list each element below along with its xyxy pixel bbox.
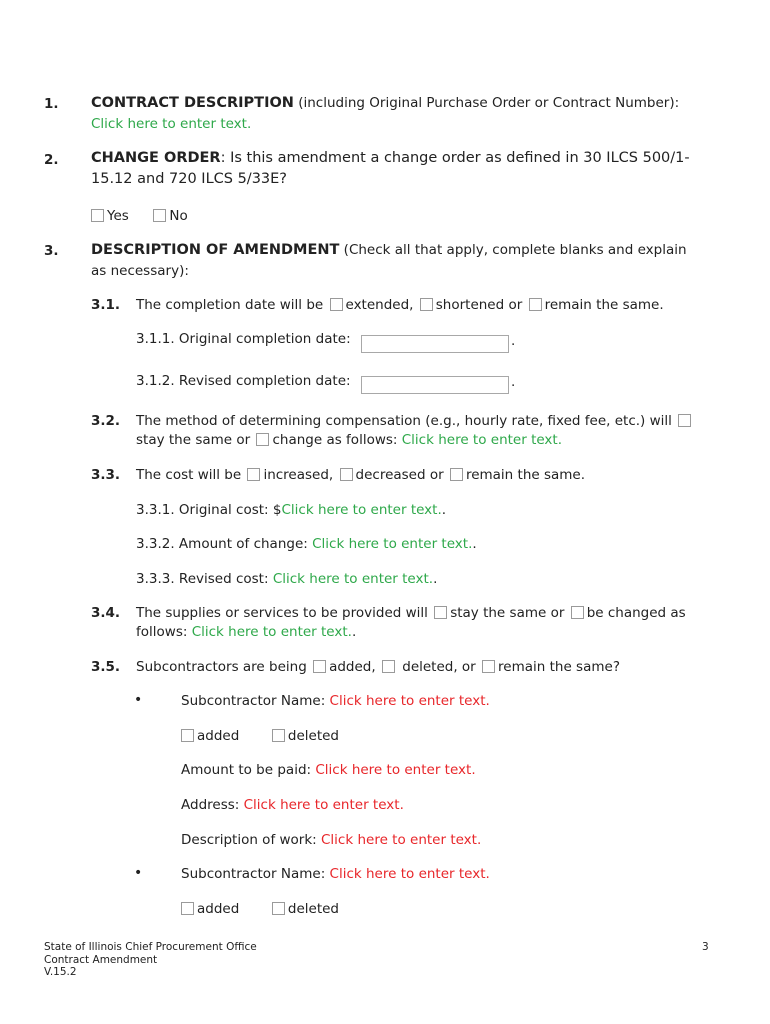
cost-text: The cost will be (136, 467, 246, 483)
revised-completion-date-label: 3.1.2. Revised completion date: (136, 373, 351, 389)
sub1-name-field[interactable]: Click here to enter text. (329, 693, 490, 709)
sub2-added-checkbox[interactable] (181, 902, 194, 915)
sub1-amount-line (181, 762, 476, 778)
change-order-no-checkbox[interactable] (153, 209, 166, 222)
cost-line (136, 467, 585, 483)
original-date-period: . (511, 333, 516, 349)
supplies-stay-checkbox[interactable] (434, 606, 447, 619)
original-cost-period: . (441, 502, 447, 518)
subcontractors-remain-label: remain the same? (498, 659, 620, 675)
supplies-line2 (136, 624, 356, 640)
section-2-number: 2. (44, 152, 59, 168)
section-3-3-number: 3.3. (91, 467, 121, 483)
subcontractors-line (136, 659, 620, 675)
change-order-options (89, 208, 188, 224)
cost-remain-label: remain the same. (465, 467, 586, 483)
compensation-change-label: change as follows: (272, 432, 402, 448)
supplies-changed-checkbox[interactable] (571, 606, 584, 619)
shortened-checkbox[interactable] (420, 298, 433, 311)
sub1-added-checkbox[interactable] (181, 729, 194, 742)
revised-completion-date-input[interactable] (361, 376, 509, 394)
revised-cost-line (136, 571, 437, 587)
revised-cost-field[interactable]: Click here to enter text. (272, 571, 434, 587)
page-number: 3 (702, 941, 709, 953)
sub2-name-line (181, 866, 490, 882)
sub1-added-label: added (197, 728, 240, 744)
section-2-line1 (91, 150, 690, 166)
compensation-text: The method of determining compensation (e.g., hourly rate, fixed fee, etc.) will (136, 413, 677, 429)
yes-label: Yes (107, 208, 129, 224)
section-1-number: 1. (44, 96, 59, 112)
original-completion-date-input[interactable] (361, 335, 509, 353)
sub1-name-line (181, 693, 490, 709)
revised-date-period: . (511, 374, 516, 390)
sub2-deleted-label: deleted (287, 901, 339, 917)
sub2-options (179, 901, 339, 917)
subcontractors-deleted-checkbox[interactable] (382, 660, 395, 673)
cost-decreased-checkbox[interactable] (340, 468, 353, 481)
compensation-stay-label: stay the same or (136, 432, 255, 448)
section-2-heading: CHANGE ORDER (91, 150, 221, 166)
section-3-heading: DESCRIPTION OF AMENDMENT (91, 242, 340, 258)
sub2-name-field[interactable]: Click here to enter text. (329, 866, 490, 882)
section-2-text: : Is this amendment a change order as defined in 30 ILCS 500/1- (220, 150, 690, 166)
supplies-follows-label: follows: (136, 624, 192, 640)
section-3-line1 (91, 242, 687, 258)
compensation-line1 (136, 413, 694, 429)
subcontractors-added-label: added, (329, 659, 380, 675)
sub2-deleted-checkbox[interactable] (272, 902, 285, 915)
section-1-heading: CONTRACT DESCRIPTION (91, 95, 294, 111)
section-3-line2: as necessary): (91, 263, 189, 279)
sub1-description-label: Description of work: (181, 832, 321, 848)
subcontractors-deleted-label: deleted, or (397, 659, 481, 675)
sub1-description-line (181, 832, 481, 848)
sub1-name-label: Subcontractor Name: (181, 693, 330, 709)
section-3-5-number: 3.5. (91, 659, 121, 675)
compensation-change-field[interactable]: Click here to enter text. (401, 432, 563, 448)
bullet-2: • (134, 865, 143, 881)
section-3-1-number: 3.1. (91, 297, 121, 313)
revised-cost-period: . (433, 571, 438, 587)
cost-increased-label: increased, (263, 467, 338, 483)
compensation-line2 (136, 432, 562, 448)
shortened-label: shortened or (435, 297, 527, 313)
sub1-deleted-label: deleted (287, 728, 339, 744)
supplies-text: The supplies or services to be provided will (136, 605, 433, 621)
amount-change-label: 3.3.2. Amount of change: (136, 536, 313, 552)
no-label: No (169, 208, 188, 224)
sub1-address-line (181, 797, 404, 813)
sub2-name-label: Subcontractor Name: (181, 866, 330, 882)
section-1-line (91, 95, 679, 111)
supplies-period: . (351, 624, 357, 640)
sub1-address-label: Address: (181, 797, 244, 813)
compensation-change-checkbox[interactable] (256, 433, 269, 446)
footer-version: V.15.2 (44, 966, 77, 978)
revised-cost-label: 3.3.3. Revised cost: (136, 571, 273, 587)
amount-change-line (136, 536, 477, 552)
footer-doc-title: Contract Amendment (44, 953, 158, 966)
completion-date-text: The completion date will be (136, 297, 328, 313)
amount-change-field[interactable]: Click here to enter text. (312, 536, 473, 552)
sub1-amount-label: Amount to be paid: (181, 762, 316, 778)
sub2-added-label: added (197, 901, 240, 917)
original-completion-date-label: 3.1.1. Original completion date: (136, 331, 351, 347)
remain-same-date-label: remain the same. (544, 297, 664, 313)
subcontractors-added-checkbox[interactable] (313, 660, 326, 673)
section-3-4-number: 3.4. (91, 605, 121, 621)
footer-office: State of Illinois Chief Procurement Office (44, 941, 257, 953)
subcontractors-remain-checkbox[interactable] (482, 660, 495, 673)
compensation-stay-checkbox[interactable] (678, 414, 691, 427)
section-3-text: (Check all that apply, complete blanks and explain (339, 242, 687, 258)
section-3-number: 3. (44, 243, 59, 259)
supplies-stay-label: stay the same or (450, 605, 569, 621)
bullet-1: • (134, 692, 143, 708)
sub1-options (179, 728, 339, 744)
section-1-text: (including Original Purchase Order or Contract Number): (293, 95, 680, 111)
supplies-changed-label: be changed as (586, 605, 686, 621)
supplies-change-field[interactable]: Click here to enter text. (191, 624, 352, 640)
completion-date-line (136, 297, 664, 313)
cost-remain-checkbox[interactable] (450, 468, 463, 481)
extended-label: extended, (345, 297, 418, 313)
cost-increased-checkbox[interactable] (247, 468, 260, 481)
contract-description-field[interactable]: Click here to enter text. (91, 116, 252, 132)
section-2-line2: 15.12 and 720 ILCS 5/33E? (91, 171, 288, 187)
change-order-yes-checkbox[interactable] (91, 209, 104, 222)
section-3-2-number: 3.2. (91, 413, 121, 429)
remain-same-date-checkbox[interactable] (529, 298, 542, 311)
sub1-deleted-checkbox[interactable] (272, 729, 285, 742)
original-cost-label: 3.3.1. Original cost: $ (136, 502, 282, 518)
footer (44, 941, 257, 979)
original-cost-line (136, 502, 446, 518)
sub1-description-field[interactable]: Click here to enter text. (321, 832, 482, 848)
cost-decreased-label: decreased or (355, 467, 448, 483)
amount-change-period: . (472, 536, 477, 552)
sub1-address-field[interactable]: Click here to enter text. (243, 797, 404, 813)
extended-checkbox[interactable] (330, 298, 343, 311)
sub1-amount-field[interactable]: Click here to enter text. (315, 762, 476, 778)
subcontractors-text: Subcontractors are being (136, 659, 312, 675)
supplies-line1 (136, 605, 686, 621)
original-cost-field[interactable]: Click here to enter text. (281, 502, 442, 518)
